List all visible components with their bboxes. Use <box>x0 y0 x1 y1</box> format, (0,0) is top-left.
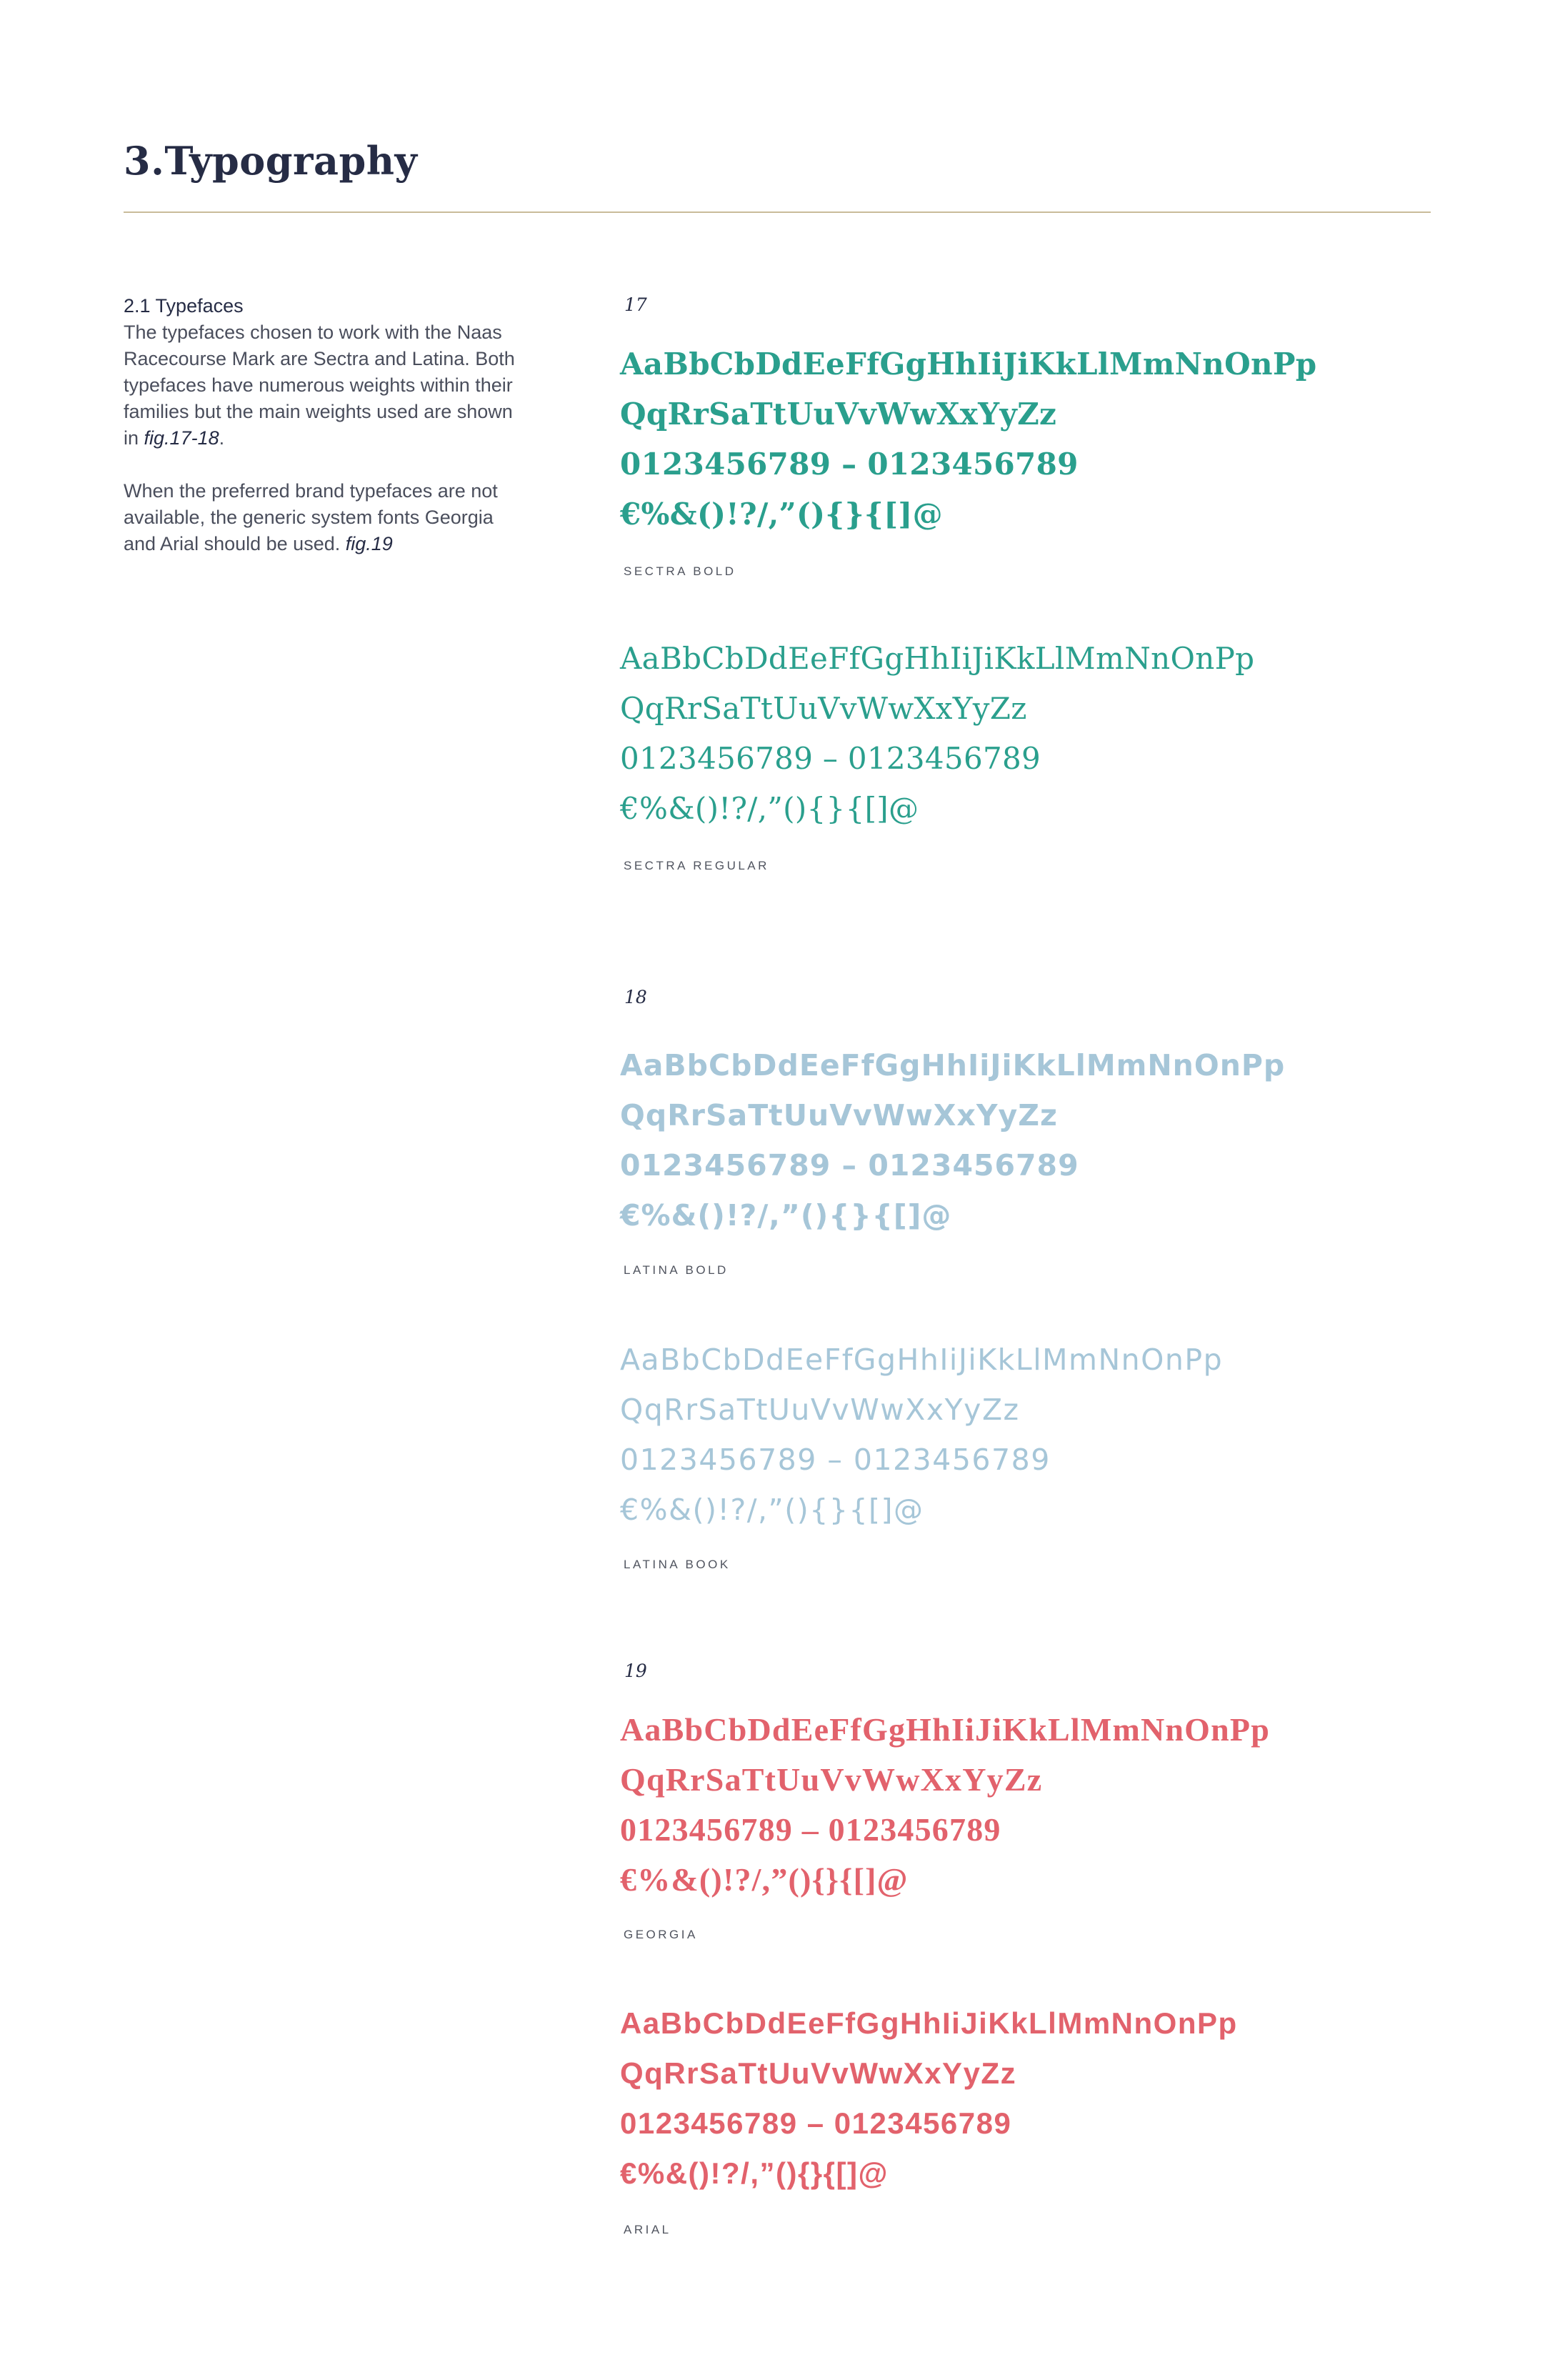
intro-paragraph-1-text: The typefaces chosen to work with the Naas Racecourse Mark are Sectra and Latina. Both typefaces have numerous weights within their families but the main weights used are shown in <box>124 322 515 449</box>
specimen-line-alphabet-1: AaBbCbDdEeFfGgHhIiJiKkLlMmNnOnPp <box>620 2006 1238 2040</box>
figure-number-17: 17 <box>624 294 647 315</box>
intro-text <box>124 293 524 557</box>
intro-paragraph-1 <box>124 319 524 452</box>
specimen-georgia <box>620 1705 1270 1905</box>
specimen-line-alphabet-2: QqRrSaTtUuVvWwXxYyZz <box>620 1393 1020 1427</box>
intro-paragraph-1-end: . <box>219 427 225 449</box>
intro-paragraph-2 <box>124 478 524 557</box>
specimen-line-numerals: 0123456789 – 0123456789 <box>620 741 1041 776</box>
caption-sectra-bold: SECTRA BOLD <box>624 564 736 578</box>
caption-sectra-regular: SECTRA REGULAR <box>624 859 769 872</box>
specimen-line-symbols: €%&()!?/,”(){}{[]@ <box>620 497 943 532</box>
caption-arial: ARIAL <box>624 2223 671 2236</box>
page-title: 3.Typography <box>124 138 418 184</box>
specimen-line-symbols: €%&()!?/,”(){}{[]@ <box>620 1493 924 1527</box>
specimen-line-alphabet-1: AaBbCbDdEeFfGgHhIiJiKkLlMmNnOnPp <box>620 347 1317 382</box>
specimen-line-alphabet-2: QqRrSaTtUuVvWwXxYyZz <box>620 1761 1043 1798</box>
specimen-line-symbols: €%&()!?/,”(){}{[]@ <box>620 1198 952 1233</box>
specimen-line-alphabet-2: QqRrSaTtUuVvWwXxYyZz <box>620 691 1027 726</box>
figure-number-18: 18 <box>624 987 647 1007</box>
specimen-line-symbols: €%&()!?/,”(){}{[]@ <box>620 791 919 826</box>
specimen-line-symbols: €%&()!?/,”(){}{[]@ <box>620 2156 889 2190</box>
specimen-line-alphabet-1: AaBbCbDdEeFfGgHhIiJiKkLlMmNnOnPp <box>620 641 1255 676</box>
section-heading: 2.1 Typefaces <box>124 295 244 317</box>
specimen-arial <box>620 1998 1238 2199</box>
specimen-line-numerals: 0123456789 – 0123456789 <box>620 1443 1051 1477</box>
specimen-sectra-regular <box>620 634 1254 834</box>
specimen-line-alphabet-2: QqRrSaTtUuVvWwXxYyZz <box>620 1098 1058 1132</box>
specimen-line-alphabet-2: QqRrSaTtUuVvWwXxYyZz <box>620 397 1057 432</box>
intro-paragraph-2-text: When the preferred brand typefaces are not available, the generic system fonts Georgia and Arial should be used. <box>124 480 498 554</box>
specimen-line-alphabet-1: AaBbCbDdEeFfGgHhIiJiKkLlMmNnOnPp <box>620 1343 1224 1377</box>
specimen-line-symbols: €%&()!?/,”(){}{[]@ <box>620 1861 909 1898</box>
figure-number-19: 19 <box>624 1660 647 1681</box>
specimen-line-alphabet-2: QqRrSaTtUuVvWwXxYyZz <box>620 2056 1017 2090</box>
specimen-line-numerals: 0123456789 – 0123456789 <box>620 1148 1079 1182</box>
specimen-line-alphabet-1: AaBbCbDdEeFfGgHhIiJiKkLlMmNnOnPp <box>620 1048 1286 1082</box>
specimen-latina-book <box>620 1335 1223 1535</box>
specimen-sectra-bold <box>620 339 1316 539</box>
specimen-latina-bold <box>620 1040 1285 1240</box>
caption-georgia: GEORGIA <box>624 1928 698 1941</box>
caption-latina-bold: LATINA BOLD <box>624 1263 729 1277</box>
specimen-line-numerals: 0123456789 – 0123456789 <box>620 447 1079 482</box>
specimen-line-alphabet-1: AaBbCbDdEeFfGgHhIiJiKkLlMmNnOnPp <box>620 1711 1271 1748</box>
caption-latina-book: LATINA BOOK <box>624 1558 731 1571</box>
figure-reference: fig.17-18 <box>144 427 219 449</box>
title-divider <box>124 211 1431 213</box>
figure-reference: fig.19 <box>345 533 393 554</box>
specimen-line-numerals: 0123456789 – 0123456789 <box>620 1811 1001 1848</box>
specimen-line-numerals: 0123456789 – 0123456789 <box>620 2106 1012 2140</box>
